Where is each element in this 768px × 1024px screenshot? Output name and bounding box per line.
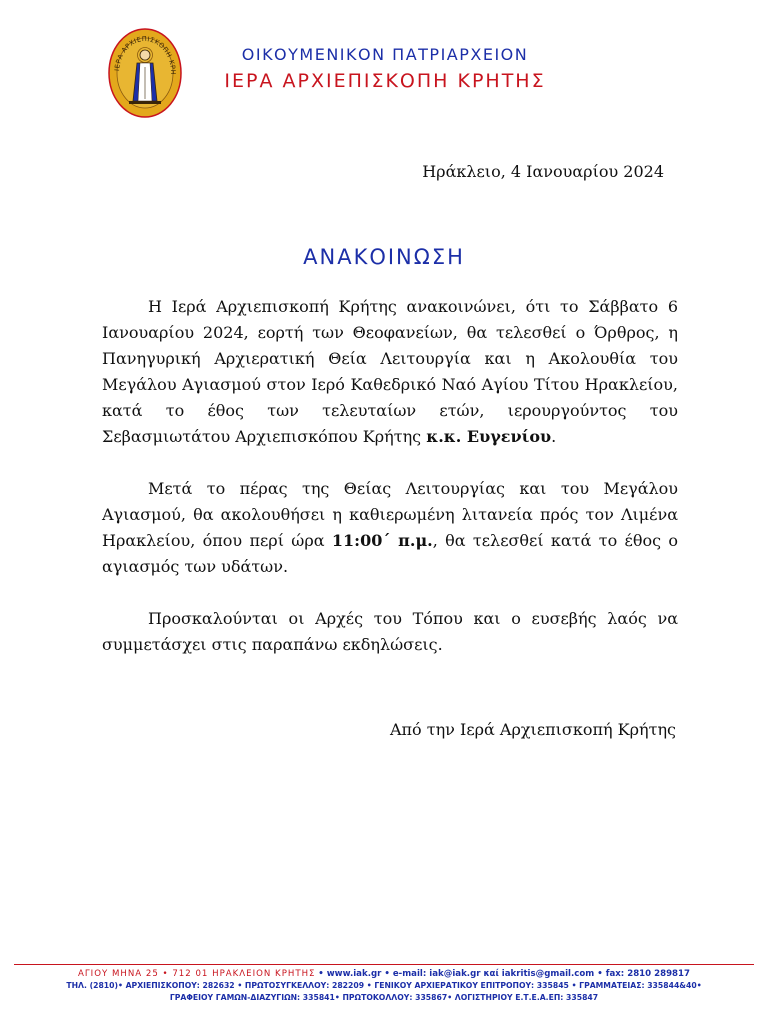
footer-phones-1: ΤΗΛ. (2810)• ΑΡΧΙΕΠΙΣΚΟΠΟΥ: 282632 • ΠΡΩΤΟΣΥΓΚΕΛΛΟΥ: 282209 • ΓΕΝΙΚΟΥ ΑΡΧΙΕΡΑΤΙΚΟΥ ΕΠΙΤΡΟΠΟΥ: 335845 • ΓΡΑΜΜΑΤΕΙΑΣ: 335844&40•	[66, 981, 702, 990]
paragraph-1-bold: κ.κ. Ευγενίου	[426, 427, 552, 446]
footer-address: ΑΓΙΟΥ ΜΗΝΑ 25 • 712 01 ΗΡΑΚΛΕΙΟΝ ΚΡΗΤΗΣ	[78, 969, 316, 979]
document-title: ΑΝΑΚΟΙΝΩΣΗ	[303, 245, 465, 269]
paragraph-2	[102, 476, 678, 580]
paragraph-3	[102, 606, 678, 658]
footer	[14, 964, 754, 1004]
paragraph-2-bold: 11:00΄ π.μ.	[331, 531, 433, 550]
patriarchate-header: ΟΙΚΟΥΜΕΝΙΚΟΝ ΠΑΤΡΙΑΡΧΕΙΟΝ	[241, 45, 529, 64]
footer-divider	[14, 964, 754, 965]
paragraph-1-text: Η Ιερά Αρχιεπισκοπή Κρήτης ανακοινώνει, ότι το Σάββατο 6 Ιανουαρίου 2024, εορτή των Θεοφανείων, θα τελεσθεί ο Όρθρος, η Πανηγυρική Αρχιερατική Θεία Λειτουργία και η Ακολουθία του Μεγάλου Αγιασμού στον Ιερό Καθεδρικό Ναό Αγίου Τίτου Ηρακλείου, κατά το έθος των τελευταίων ετών, ιερουργούντος του Σεβασμιωτάτου Αρχιεπισκόπου Κρήτης	[102, 297, 678, 446]
paragraph-3-text: Προσκαλούνται οι Αρχές του Τόπου και ο ευσεβής λαός να συμμετάσχει στις παραπάνω εκδηλώσεις.	[102, 609, 678, 654]
paragraph-2-end: , θα τελεσθεί κατά το έθος ο αγιασμός των υδάτων.	[102, 531, 679, 576]
footer-phones-2: ΓΡΑΦΕΙΟΥ ΓΑΜΩΝ-ΔΙΑΖΥΓΙΩΝ: 335841• ΠΡΩΤΟΚΟΛΛΟΥ: 335867• ΛΟΓΙΣΤΗΡΙΟΥ Ε.Τ.Ε.Α.ΕΠ: 335847	[169, 993, 599, 1002]
date-line: Ηράκλειο, 4 Ιανουαρίου 2024	[422, 162, 664, 181]
footer-contacts: • www.iak.gr • e-mail: iak@iak.gr καί iakritis@gmail.com • fax: 2810 289817	[318, 969, 690, 979]
signature: Από την Ιερά Αρχιεπισκοπή Κρήτης	[389, 720, 676, 739]
announcement-body	[102, 294, 678, 684]
paragraph-1	[102, 294, 678, 450]
seal-text: ΙΕΡΑ ΑΡΧΙΕΠΙΣΚΟΠΗ ΚΡΗ	[113, 34, 178, 76]
paragraph-2-text: Μετά το πέρας της Θείας Λειτουργίας και του Μεγάλου Αγιασμού, θα ακολουθήσει η καθιερωμένη λιτανεία πρός τον Λιμένα Ηρακλείου, όπου περί ώρα	[102, 479, 678, 550]
footer-row-1	[14, 968, 754, 980]
archdiocese-header: ΙΕΡΑ ΑΡΧΙΕΠΙΣΚΟΠΗ ΚΡΗΤΗΣ	[224, 70, 546, 92]
paragraph-1-end: .	[551, 427, 557, 446]
